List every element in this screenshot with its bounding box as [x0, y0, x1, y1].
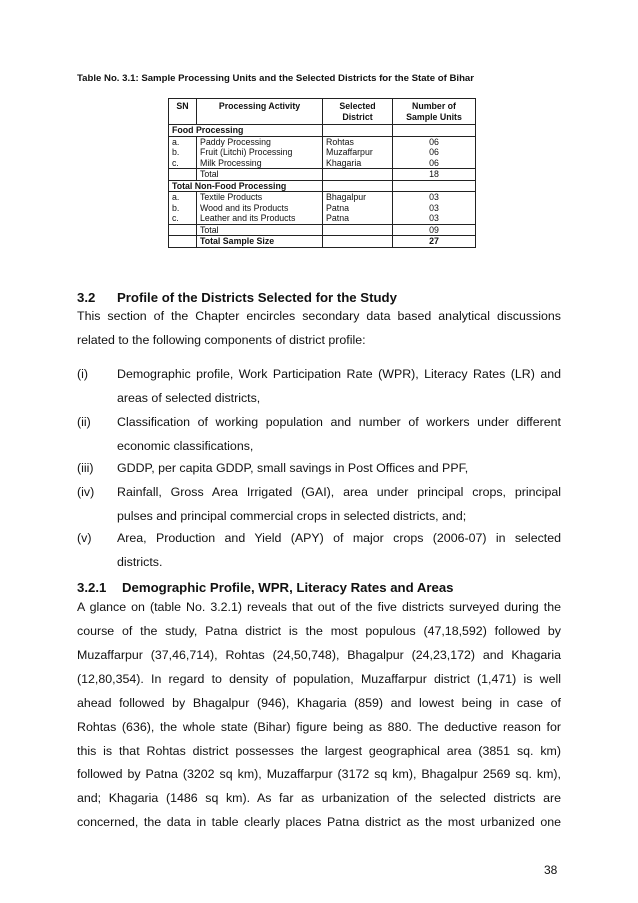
body-line: concerned, the data in table clearly places Patna district as the most urbanized one: [77, 815, 561, 829]
table-row: [169, 192, 476, 203]
body-line: Rohtas (636), the whole state (Bihar) figure being as 880. The deductive reason for: [77, 720, 561, 734]
cell-units: 06: [393, 147, 476, 158]
body-line: this is that Rohtas district possesses the largest geographical area (3851 sq. km): [77, 744, 561, 758]
grand-total-label: Total Sample Size: [197, 236, 323, 248]
header-activity: Processing Activity: [197, 99, 323, 125]
cell-sn: b.: [169, 147, 197, 158]
cell-activity: Milk Processing: [197, 158, 323, 169]
subtotal-value: 09: [393, 224, 476, 236]
group-row-nonfood: [169, 180, 476, 192]
list-item-text: Classification of working population and number of workers under different: [117, 415, 561, 429]
table-caption: Table No. 3.1: Sample Processing Units and the Selected Districts for the State of Bihar: [77, 73, 474, 84]
subsection-number: 3.2.1: [77, 580, 107, 595]
list-item: [77, 411, 561, 458]
section-intro-line: This section of the Chapter encircles secondary data based analytical discussions: [77, 309, 561, 323]
section-number: 3.2: [77, 290, 96, 305]
header-sn: SN: [169, 99, 197, 125]
cell-sn: a.: [169, 192, 197, 203]
table-row: [169, 136, 476, 147]
list-item: [77, 527, 561, 574]
cell-sn: b.: [169, 203, 197, 214]
table-row: [169, 203, 476, 214]
sample-units-table: [168, 98, 476, 248]
body-line: Muzaffarpur (37,46,714), Rohtas (24,50,748), Bhagalpur (24,23,172) and Khagaria: [77, 648, 561, 662]
body-line: and; Khagaria (1486 sq km). As far as urbanization of the selected districts are: [77, 791, 561, 805]
cell-district: Muzaffarpur: [323, 147, 393, 158]
table-header-row: [169, 99, 476, 125]
list-marker: (iv): [77, 485, 95, 499]
list-item: [77, 457, 561, 481]
list-marker: (ii): [77, 415, 91, 429]
cell-district: Rohtas: [323, 136, 393, 147]
body-line: followed by Patna (3202 sq km), Muzaffarpur (3172 sq km), Bhagalpur 2569 sq. km),: [77, 767, 561, 781]
cell-activity: Paddy Processing: [197, 136, 323, 147]
group-label-food: Food Processing: [169, 125, 323, 137]
cell-district: Patna: [323, 203, 393, 214]
list-item-text: pulses and principal commercial crops in selected districts, and;: [117, 508, 467, 523]
subtotal-value: 18: [393, 169, 476, 181]
page-number: 38: [544, 863, 558, 877]
grand-total-value: 27: [393, 236, 476, 248]
cell-district: Patna: [323, 213, 393, 224]
header-units: Number of Sample Units: [393, 99, 476, 125]
cell-sn: a.: [169, 136, 197, 147]
cell-activity: Textile Products: [197, 192, 323, 203]
cell-activity: Leather and its Products: [197, 213, 323, 224]
cell-activity: Fruit (Litchi) Processing: [197, 147, 323, 158]
cell-sn: c.: [169, 213, 197, 224]
list-item-text: districts.: [117, 554, 163, 569]
subtotal-label: Total: [197, 169, 323, 181]
list-item-text: Area, Production and Yield (APY) of major crops (2006-07) in selected: [117, 531, 561, 545]
header-district: Selected District: [323, 99, 393, 125]
table-row: [169, 147, 476, 158]
group-row-food: [169, 125, 476, 137]
section-heading: [77, 290, 397, 305]
cell-units: 03: [393, 213, 476, 224]
body-line: course of the study, Patna district is the most populous (47,18,592) followed by: [77, 624, 561, 638]
cell-sn: c.: [169, 158, 197, 169]
group-label-nonfood: Total Non-Food Processing: [169, 180, 323, 192]
cell-units: 06: [393, 136, 476, 147]
list-marker: (i): [77, 367, 89, 381]
list-marker: (iii): [77, 461, 94, 475]
list-item-text: economic classifications,: [117, 438, 254, 453]
cell-units: 03: [393, 203, 476, 214]
list-item: [77, 481, 561, 528]
subsection-title: Demographic Profile, WPR, Literacy Rates and Areas: [122, 580, 454, 595]
subtotal-row-nonfood: [169, 224, 476, 236]
section-title: Profile of the Districts Selected for the Study: [117, 290, 397, 305]
body-line: (12,80,354). In regard to density of population, Muzaffarpur district (1,471) is well: [77, 672, 561, 686]
grand-total-row: [169, 236, 476, 248]
list-item: [77, 363, 561, 410]
table-row: [169, 213, 476, 224]
cell-activity: Wood and its Products: [197, 203, 323, 214]
list-marker: (v): [77, 531, 92, 545]
body-line: A glance on (table No. 3.2.1) reveals that out of the five districts surveyed during the: [77, 600, 561, 614]
list-item-text: Demographic profile, Work Participation Rate (WPR), Literacy Rates (LR) and: [117, 367, 561, 381]
table-row: [169, 158, 476, 169]
subtotal-row-food: [169, 169, 476, 181]
cell-district: Bhagalpur: [323, 192, 393, 203]
subsection-heading: [77, 580, 454, 595]
body-line: ahead followed by Bhagalpur (946), Khagaria (859) and lowest being in case of: [77, 696, 561, 710]
cell-units: 03: [393, 192, 476, 203]
cell-units: 06: [393, 158, 476, 169]
list-item-text: areas of selected districts,: [117, 390, 261, 405]
list-item-text: Rainfall, Gross Area Irrigated (GAI), area under principal crops, principal: [117, 485, 561, 499]
subtotal-label: Total: [197, 224, 323, 236]
section-intro-line: related to the following components of district profile:: [77, 333, 366, 347]
cell-district: Khagaria: [323, 158, 393, 169]
list-item-text: GDDP, per capita GDDP, small savings in Post Offices and PPF,: [117, 461, 469, 475]
